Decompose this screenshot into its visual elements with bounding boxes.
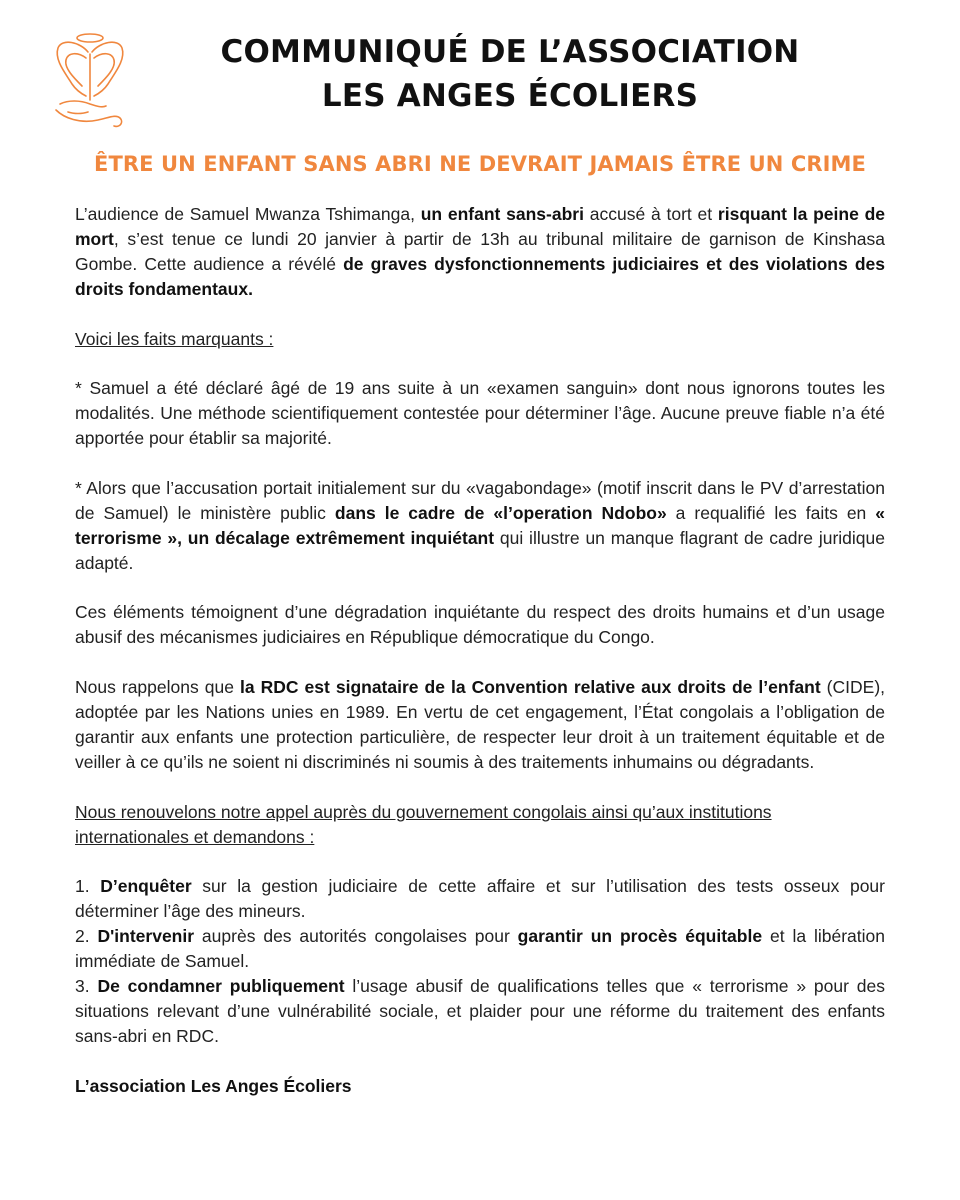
facts-heading: Voici les faits marquants : [75,328,274,349]
demand-1-number: 1. [75,876,101,897]
demand-3-number: 3. [75,975,98,996]
demand-1-bold: D’enquêter [100,876,192,897]
reminder-paragraph [75,675,885,775]
subtitle: ÊTRE UN ENFANT SANS ABRI NE DEVRAIT JAMAIS ÊTRE UN CRIME [94,152,866,176]
intro-bold-2: risquant la peine de mort [75,204,886,249]
demand-3 [75,974,885,1049]
fact-1: * Samuel a été déclaré âgé de 19 ans suite à un «examen sanguin» dont nous ignorons toutes les modalités. Une méthode scientifiquement contestée pour déterminer l’âge. Aucune preuve fiable n’a été apportée pour établir sa majorité. [75,378,885,449]
fact2-bold-2: « terrorisme », un décalage extrêmement inquiétant [75,502,886,548]
reminder-text-2: (CIDE), adoptée par les Nations unies en 1989. En vertu de cet engagement, l’État congolais a l’obligation de garantir aux enfants une protection particulière, de respecter leur droit à un traitement équitable et de veiller à ce qu’ils ne soient ni discriminés ni soumis à des traitements inhumains ou dégradants. [75,677,886,772]
demand-1-text: sur la gestion judiciaire de cette affaire et sur l’utilisation des tests osseux pour déterminer l’âge des mineurs. [75,876,885,922]
intro-text-2: accusé à tort et [583,204,718,224]
intro-paragraph [75,202,885,302]
demand-3-bold: De condamner publiquement [97,975,345,996]
demand-2 [75,924,885,974]
fact-2 [75,476,885,576]
page-title [120,30,900,118]
demand-2-number: 2. [75,926,98,947]
intro-text-1: L’audience de Samuel Mwanza Tshimanga, [75,204,421,224]
title-line-1: COMMUNIQUÉ DE L’ASSOCIATION [220,34,800,70]
title-line-2: LES ANGES ÉCOLIERS [321,78,699,114]
reminder-text-1: Nous rappelons que [75,677,240,698]
demand-2-text-2: et la libération immédiate de Samuel. [75,926,885,972]
demand-3-text: l’usage abusif de qualifications telles que « terrorisme » pour des situations relevant d’une vulnérabilité sociale, et plaider pour une réforme du traitement des enfants sans-abri en RDC. [75,975,886,1046]
intro-bold-1: un enfant sans-abri [420,204,584,224]
fact2-text-1: * Alors que l’accusation portait initialement sur du «vagabondage» (motif inscrit dans le PV d’arrestation de Samuel) le ministère public [75,477,885,523]
elements-paragraph: Ces éléments témoignent d’une dégradation inquiétante du respect des droits humains et d’un usage abusif des mécanismes judiciaires en République démocratique du Congo. [75,602,885,648]
intro-text-3: , s’est tenue ce lundi 20 janvier à partir de 13h au tribunal militaire de garnison de Kinshasa Gombe. Cette audience a révélé [75,228,885,274]
fact2-text-3: qui illustre un manque flagrant de cadre juridique adapté. [75,527,885,573]
fact2-bold-1: dans le cadre de «l’operation Ndobo» [334,502,667,523]
intro-bold-3: de graves dysfonctionnements judiciaires et des violations des droits fondamentaux. [75,253,885,299]
signature [75,1074,885,1099]
fact2-text-2: a requalifié les faits en [666,502,876,523]
demand-2-bold-2: garantir un procès équitable [517,926,763,947]
appeal-heading: Nous renouvelons notre appel auprès du gouvernement congolais ainsi qu’aux institutions internationales et demandons : [75,801,772,847]
reminder-bold-1: la RDC est signataire de la Convention relative aux droits de l’enfant [239,677,821,698]
communique-body [75,202,885,1099]
demand-2-text-1: auprès des autorités congolaises pour [194,926,518,947]
demand-1 [75,874,885,924]
demand-2-bold-1: D'intervenir [97,926,195,947]
signature-text: L’association Les Anges Écoliers [75,1075,352,1096]
